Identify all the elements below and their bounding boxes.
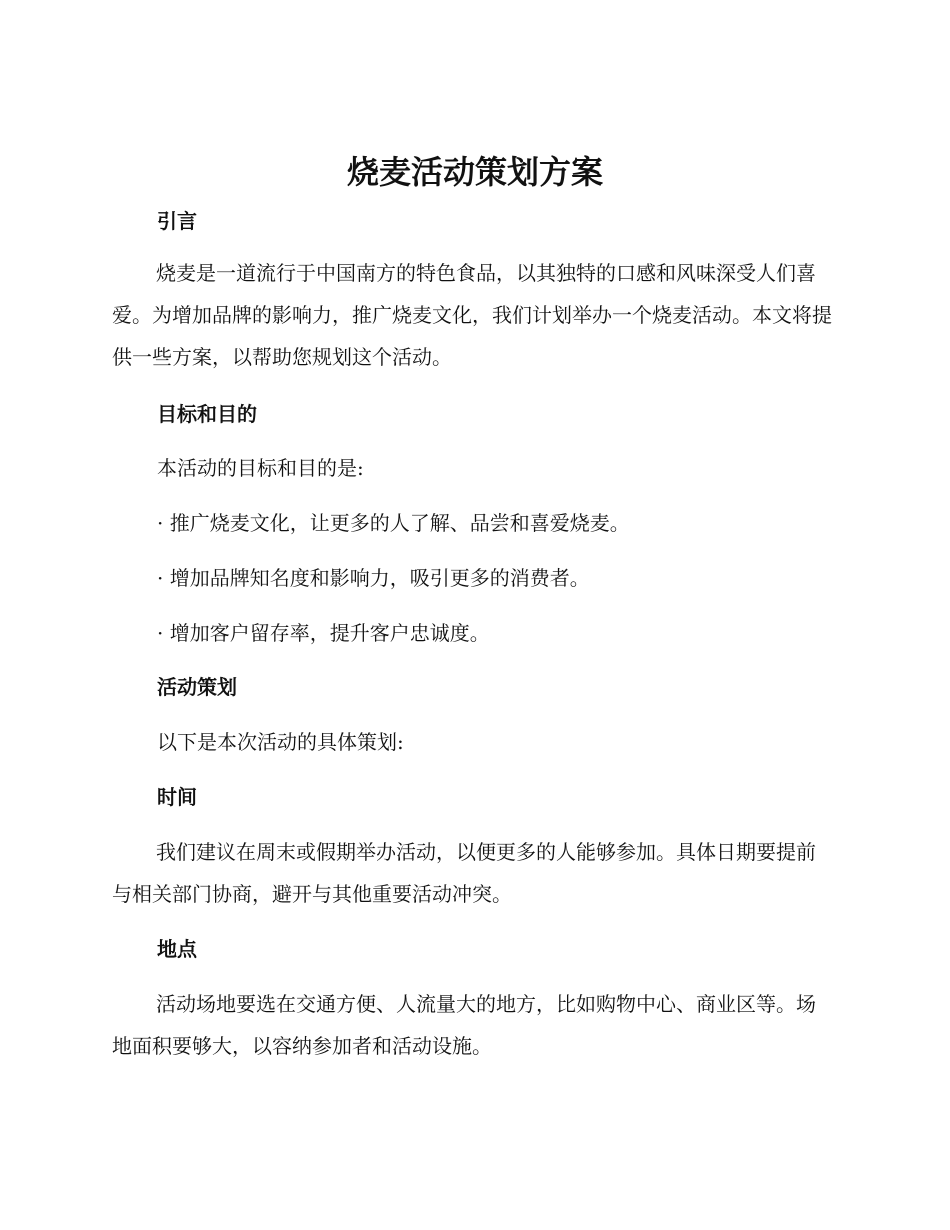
section-heading-intro: 引言 [157, 209, 197, 233]
goals-lead: 本活动的目标和目的是: [157, 456, 364, 480]
goals-bullet-3: · 增加客户留存率，提升客户忠诚度。 [157, 621, 490, 645]
time-paragraph: 我们建议在周末或假期举办活动，以便更多的人能够参加。具体日期要提前与相关部门协商，避开与其他重要活动冲突。 [112, 840, 816, 906]
section-heading-goals: 目标和目的 [157, 402, 257, 426]
location-paragraph: 活动场地要选在交通方便、人流量大的地方，比如购物中心、商业区等。场地面积要够大，以容纳参加者和活动设施。 [112, 992, 816, 1058]
goals-bullet-2: · 增加品牌知名度和影响力，吸引更多的消费者。 [157, 566, 590, 590]
document-title: 烧麦活动策划方案 [346, 153, 603, 191]
intro-paragraph: 烧麦是一道流行于中国南方的特色食品，以其独特的口感和风味深受人们喜爱。为增加品牌的影响力，推广烧麦文化，我们计划举办一个烧麦活动。本文将提供一些方案，以帮助您规划这个活动。 [112, 261, 832, 369]
section-heading-time: 时间 [157, 785, 197, 809]
section-heading-location: 地点 [157, 937, 197, 961]
goals-bullet-1: · 推广烧麦文化，让更多的人了解、品尝和喜爱烧麦。 [157, 511, 630, 535]
section-heading-plan: 活动策划 [157, 675, 237, 699]
plan-lead: 以下是本次活动的具体策划: [157, 730, 404, 754]
